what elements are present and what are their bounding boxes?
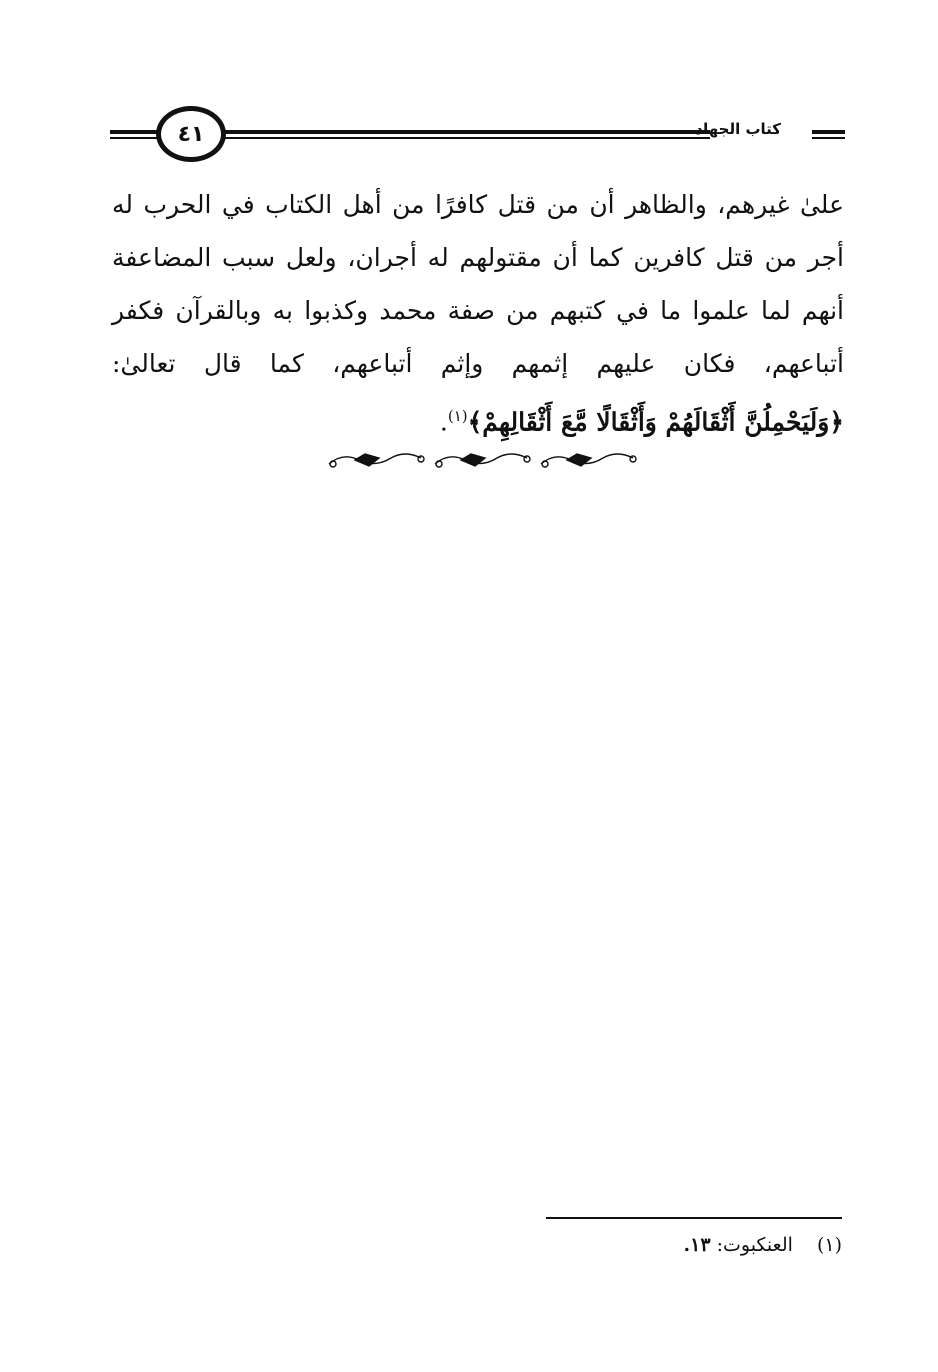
footnote-verse-number: ١٣. (683, 1234, 711, 1256)
ornament-motif (435, 454, 530, 467)
footnote (684, 1234, 843, 1256)
header-rule-middle-thin (222, 137, 710, 139)
body-text (112, 178, 844, 448)
footnote-source: العنكبوت: (716, 1234, 793, 1256)
page-header (110, 100, 845, 170)
ornament-divider (325, 446, 639, 474)
header-rule-right-thin (812, 137, 845, 139)
running-title: كتاب الجهاد (695, 120, 781, 138)
ornament-motif (329, 454, 424, 467)
page-number-badge (156, 106, 226, 162)
footnote-separator (546, 1217, 842, 1219)
body-line: علىٰ غيرهم، والظاهر أن من قتل كافرًا من أهل الكتاب في الحرب له (112, 190, 844, 219)
header-rule-middle-thick (222, 130, 710, 134)
header-rule-left-thick (110, 130, 162, 134)
page-number: ٤١ (177, 121, 205, 147)
quran-line (112, 390, 844, 448)
body-line: أجر من قتل كافرين كما أن مقتولهم له أجران، ولعل سبب المضاعفة (112, 243, 844, 272)
body-line: أتباعهم، فكان عليهم إثمهم وإثم أتباعهم، كما قال تعالىٰ: (112, 349, 844, 378)
footnote-number: (١) (816, 1234, 842, 1256)
quran-verse: ﴿وَلَيَحْمِلُنَّ أَثْقَالَهُمْ وَأَثْقَالًا مَّعَ أَثْقَالِهِمْ﴾ (467, 407, 844, 437)
ornament-motif (541, 454, 636, 467)
end-mark: . (439, 407, 448, 437)
header-rule-left-thin (110, 137, 162, 139)
footnote-reference: (١) (447, 407, 468, 425)
header-rule-right-thick (812, 130, 845, 134)
body-line: أنهم لما علموا ما في كتبهم من صفة محمد وكذبوا به وبالقرآن فكفر (112, 296, 844, 325)
